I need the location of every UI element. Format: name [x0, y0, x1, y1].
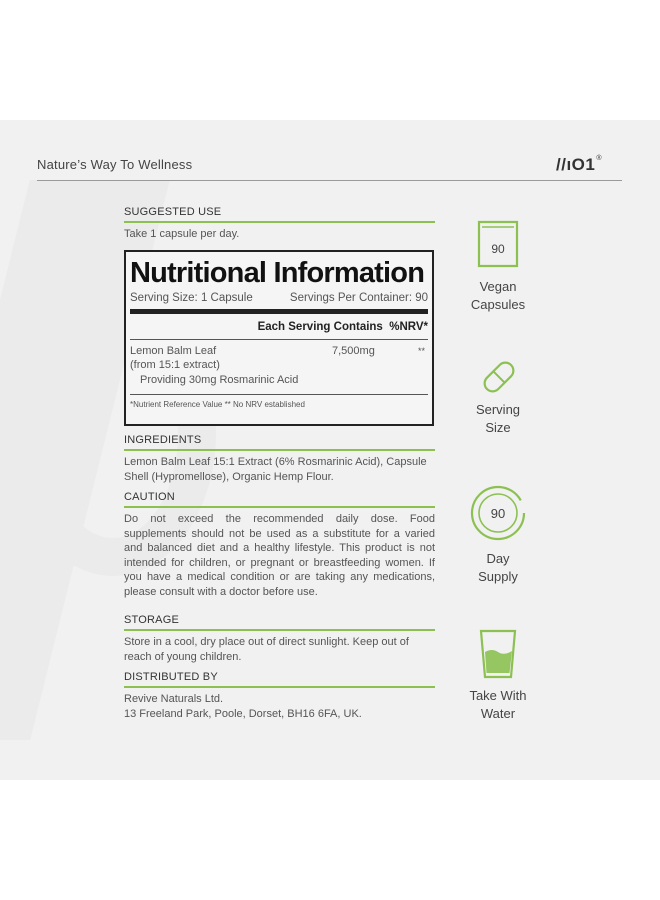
- ingredient-amount: 7,500mg: [332, 345, 375, 357]
- storage-heading: STORAGE: [124, 614, 435, 631]
- distributor-name: Revive Naturals Ltd.: [124, 693, 224, 705]
- feature-vegan-capsules: [455, 278, 541, 314]
- rosmarinic-line: Providing 30mg Rosmarinic Acid: [140, 374, 299, 386]
- storage-text: Store in a cool, dry place out of direct sunlight. Keep out of reach of young children.: [124, 636, 409, 663]
- suggested-use-text: Take 1 capsule per day.: [124, 228, 240, 240]
- distributed-heading: DISTRIBUTED BY: [124, 671, 435, 688]
- ring-badge: 90: [490, 506, 506, 521]
- feature-label-line1: Vegan: [479, 279, 517, 294]
- pouch-icon: [475, 218, 521, 270]
- thin-divider: [130, 339, 428, 340]
- feature-label-line2: Water: [480, 706, 516, 721]
- distributor-street: 13 Freeland Park, Poole, Dorset, BH16 6FA, UK.: [124, 707, 362, 720]
- suggested-use-heading: SUGGESTED USE: [124, 206, 435, 223]
- thick-divider: [130, 309, 428, 314]
- header-divider: [37, 180, 622, 181]
- feature-serving-size: [455, 401, 541, 437]
- feature-label-line2: Size: [485, 420, 511, 435]
- storage-section: [124, 614, 435, 664]
- tagline: Nature’s Way To Wellness: [37, 157, 193, 172]
- brand-logo: [556, 155, 602, 175]
- caution-text: Do not exceed the recommended daily dose. Food supplements should not be used as a substitute for a varied and balanced diet and a healthy lifestyle. This product is not intended for children, or pregnant or breastfeeding women. If you have a medical condition or are taking any medications, please consult with a doctor before use.: [124, 513, 435, 598]
- servings-per-container: Servings Per Container: 90: [289, 292, 428, 304]
- ingredient-row: [130, 345, 428, 372]
- ingredients-section: [124, 434, 435, 484]
- ingredients-text: Lemon Balm Leaf 15:1 Extract (6% Rosmarinic Acid), Capsule Shell (Hypromellose), Organic Hemp Flour.: [124, 456, 427, 483]
- brand-logo-text: //ıO1: [556, 155, 596, 174]
- pouch-badge: 90: [491, 242, 505, 256]
- feature-label-line2: Supply: [478, 569, 518, 584]
- column-header: Each Serving Contains %NRV*: [257, 321, 428, 333]
- serving-size: Serving Size: 1 Capsule: [130, 292, 253, 304]
- feature-take-with-water: [455, 687, 541, 723]
- nutrition-title: Nutritional Information: [130, 257, 425, 289]
- nutrition-panel: [124, 250, 434, 426]
- feature-label-line1: Serving: [475, 402, 521, 417]
- ring-icon: [469, 484, 527, 542]
- distributor-address: [124, 692, 435, 721]
- caution-heading: CAUTION: [124, 491, 435, 508]
- serving-row: [130, 292, 428, 304]
- feature-label-line2: Capsules: [470, 297, 526, 312]
- capsule-icon: [478, 356, 520, 398]
- ingredient-source: (from 15:1 extract): [130, 358, 220, 371]
- feature-label-line1: Take With: [469, 688, 527, 703]
- feature-label-line1: Day: [486, 551, 510, 566]
- thin-divider-bottom: [130, 394, 428, 395]
- suggested-use-section: [124, 206, 435, 242]
- registered-mark: ®: [596, 155, 603, 162]
- nutrition-footnote: *Nutrient Reference Value ** No NRV established: [130, 400, 305, 409]
- ingredient-nrv: **: [418, 346, 426, 356]
- caution-section: [124, 491, 435, 599]
- glass-icon: [478, 628, 518, 680]
- ingredient-name: Lemon Balm Leaf: [130, 345, 217, 357]
- feature-day-supply: [455, 550, 541, 586]
- ingredients-heading: INGREDIENTS: [124, 434, 435, 451]
- distributed-section: [124, 671, 435, 721]
